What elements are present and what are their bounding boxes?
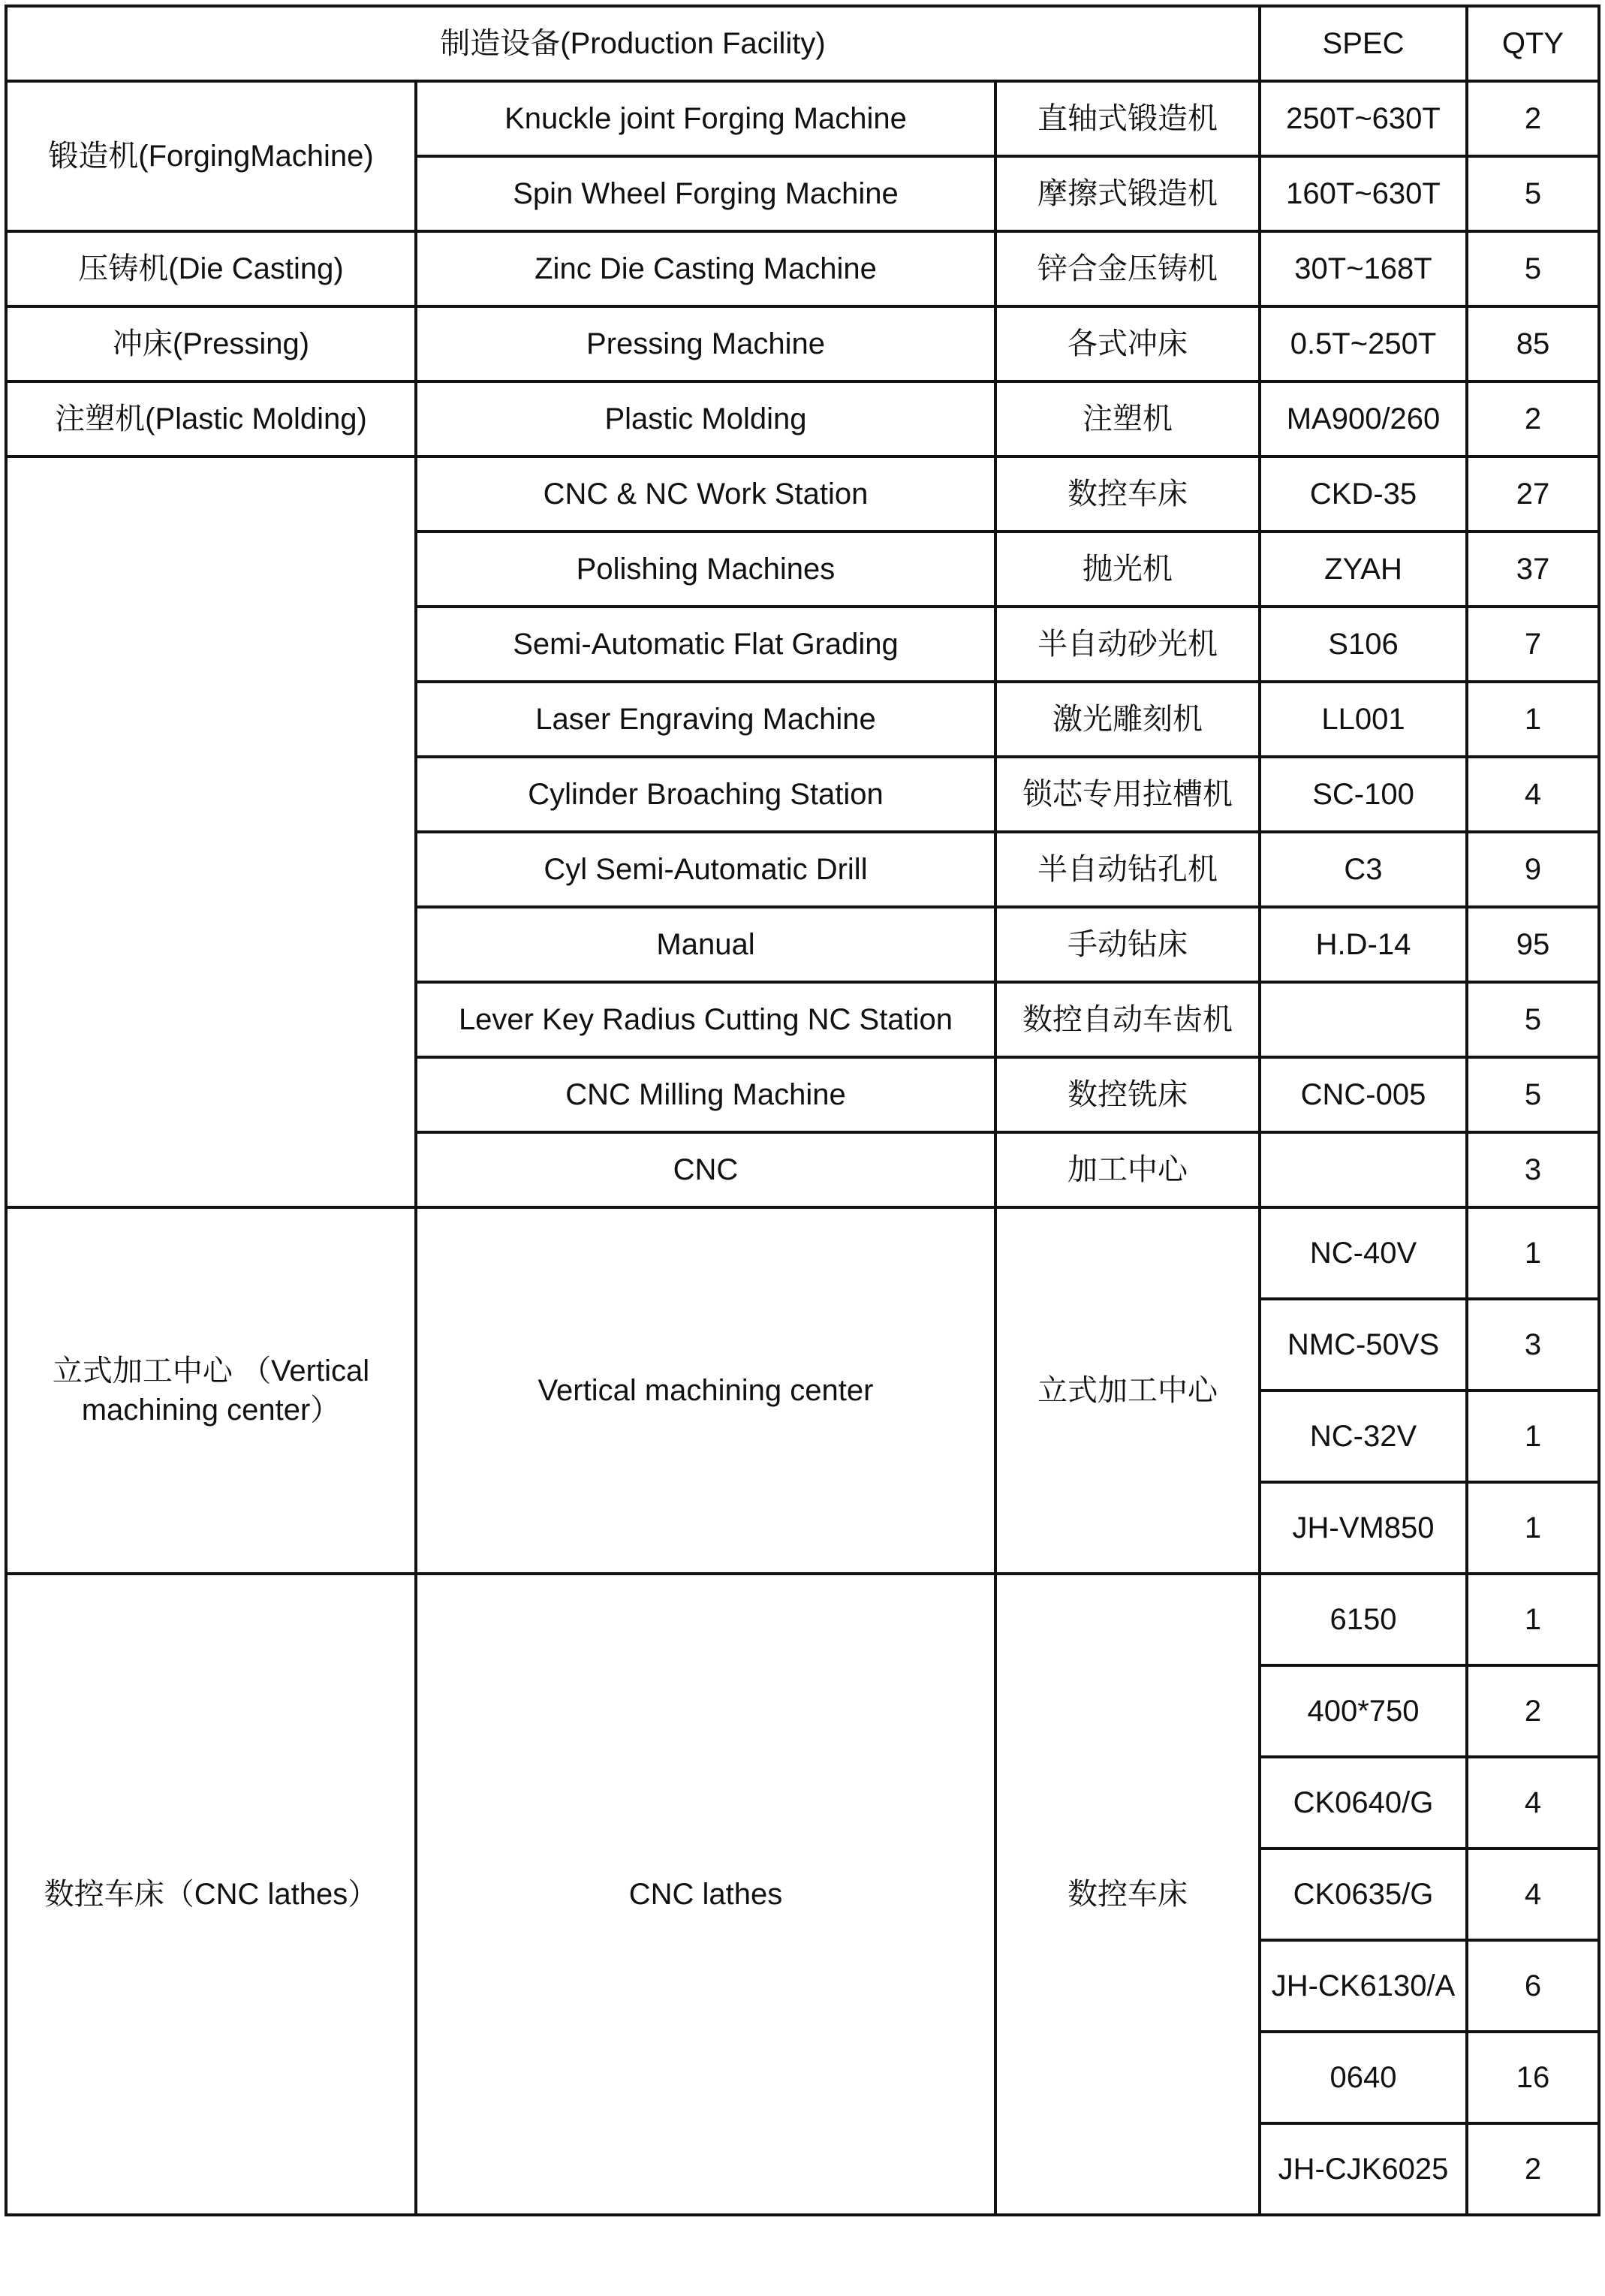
spec-cell: 30T~168T — [1260, 231, 1467, 306]
qty-cell: 2 — [1467, 81, 1599, 156]
qty-cell: 1 — [1467, 682, 1599, 757]
equipment-cn: 抛光机 — [995, 532, 1260, 607]
spec-cell — [1260, 982, 1467, 1057]
equipment-cn: 加工中心 — [995, 1132, 1260, 1207]
spec-cell: C3 — [1260, 832, 1467, 907]
qty-cell: 95 — [1467, 907, 1599, 982]
table-row — [6, 81, 1599, 156]
equipment-en: Spin Wheel Forging Machine — [416, 156, 995, 231]
table-title: 制造设备(Production Facility) — [6, 6, 1260, 81]
spec-cell: S106 — [1260, 607, 1467, 682]
spec-cell: CNC-005 — [1260, 1057, 1467, 1132]
table-row — [6, 231, 1599, 306]
spec-cell: 400*750 — [1260, 1665, 1467, 1757]
qty-cell: 7 — [1467, 607, 1599, 682]
spec-cell: 6150 — [1260, 1574, 1467, 1665]
qty-cell: 3 — [1467, 1132, 1599, 1207]
category-cell: 冲床(Pressing) — [6, 306, 416, 381]
table-row — [6, 1574, 1599, 1665]
equipment-en: Laser Engraving Machine — [416, 682, 995, 757]
equipment-cn: 激光雕刻机 — [995, 682, 1260, 757]
spec-cell: 160T~630T — [1260, 156, 1467, 231]
qty-cell: 2 — [1467, 2123, 1599, 2215]
category-cell: 压铸机(Die Casting) — [6, 231, 416, 306]
spec-cell: 0640 — [1260, 2032, 1467, 2123]
equipment-cn: 各式冲床 — [995, 306, 1260, 381]
spec-cell: JH-CK6130/A — [1260, 1940, 1467, 2032]
spec-cell: CK0640/G — [1260, 1757, 1467, 1849]
qty-cell: 85 — [1467, 306, 1599, 381]
table-row — [6, 456, 1599, 532]
category-cell-empty — [6, 456, 416, 1207]
equipment-en: Pressing Machine — [416, 306, 995, 381]
qty-cell: 5 — [1467, 1057, 1599, 1132]
spec-cell: CKD-35 — [1260, 456, 1467, 532]
spec-header: SPEC — [1260, 6, 1467, 81]
qty-cell: 4 — [1467, 1849, 1599, 1940]
spec-cell: JH-CJK6025 — [1260, 2123, 1467, 2215]
table-row — [6, 306, 1599, 381]
spec-cell: NMC-50VS — [1260, 1299, 1467, 1391]
equipment-en: Cylinder Broaching Station — [416, 757, 995, 832]
category-cell: 锻造机(ForgingMachine) — [6, 81, 416, 231]
equipment-cn: 数控铣床 — [995, 1057, 1260, 1132]
equipment-en: Semi-Automatic Flat Grading — [416, 607, 995, 682]
equipment-en: CNC Milling Machine — [416, 1057, 995, 1132]
equipment-en: Plastic Molding — [416, 381, 995, 456]
spec-cell: NC-40V — [1260, 1207, 1467, 1299]
equipment-en: CNC lathes — [416, 1574, 995, 2215]
table-row — [6, 381, 1599, 456]
qty-cell: 1 — [1467, 1482, 1599, 1574]
qty-header: QTY — [1467, 6, 1599, 81]
spec-cell: 250T~630T — [1260, 81, 1467, 156]
qty-cell: 4 — [1467, 757, 1599, 832]
qty-cell: 37 — [1467, 532, 1599, 607]
qty-cell: 2 — [1467, 381, 1599, 456]
table-row — [6, 1207, 1599, 1299]
qty-cell: 9 — [1467, 832, 1599, 907]
equipment-cn: 注塑机 — [995, 381, 1260, 456]
spec-cell — [1260, 1132, 1467, 1207]
equipment-cn: 立式加工中心 — [995, 1207, 1260, 1574]
equipment-cn: 摩擦式锻造机 — [995, 156, 1260, 231]
qty-cell: 16 — [1467, 2032, 1599, 2123]
equipment-en: Cyl Semi-Automatic Drill — [416, 832, 995, 907]
qty-cell: 3 — [1467, 1299, 1599, 1391]
spec-cell: JH-VM850 — [1260, 1482, 1467, 1574]
spec-cell: ZYAH — [1260, 532, 1467, 607]
qty-cell: 1 — [1467, 1574, 1599, 1665]
qty-cell: 1 — [1467, 1391, 1599, 1482]
equipment-cn: 数控车床 — [995, 1574, 1260, 2215]
qty-cell: 6 — [1467, 1940, 1599, 2032]
equipment-en: Knuckle joint Forging Machine — [416, 81, 995, 156]
header-row — [6, 6, 1599, 81]
spec-cell: MA900/260 — [1260, 381, 1467, 456]
category-cell: 数控车床（CNC lathes） — [6, 1574, 416, 2215]
production-facility-table — [5, 5, 1600, 2216]
equipment-en: CNC — [416, 1132, 995, 1207]
qty-cell: 27 — [1467, 456, 1599, 532]
qty-cell: 1 — [1467, 1207, 1599, 1299]
spec-cell: NC-32V — [1260, 1391, 1467, 1482]
equipment-cn: 半自动砂光机 — [995, 607, 1260, 682]
qty-cell: 5 — [1467, 231, 1599, 306]
equipment-en: Manual — [416, 907, 995, 982]
category-cell: 立式加工中心 （Vertical machining center） — [6, 1207, 416, 1574]
equipment-cn: 半自动钻孔机 — [995, 832, 1260, 907]
qty-cell: 5 — [1467, 156, 1599, 231]
equipment-cn: 直轴式锻造机 — [995, 81, 1260, 156]
spec-cell: 0.5T~250T — [1260, 306, 1467, 381]
spec-cell: CK0635/G — [1260, 1849, 1467, 1940]
equipment-cn: 数控自动车齿机 — [995, 982, 1260, 1057]
equipment-en: Polishing Machines — [416, 532, 995, 607]
spec-cell: H.D-14 — [1260, 907, 1467, 982]
equipment-cn: 锁芯专用拉槽机 — [995, 757, 1260, 832]
qty-cell: 2 — [1467, 1665, 1599, 1757]
qty-cell: 4 — [1467, 1757, 1599, 1849]
equipment-en: Lever Key Radius Cutting NC Station — [416, 982, 995, 1057]
qty-cell: 5 — [1467, 982, 1599, 1057]
spec-cell: LL001 — [1260, 682, 1467, 757]
equipment-cn: 手动钻床 — [995, 907, 1260, 982]
category-cell: 注塑机(Plastic Molding) — [6, 381, 416, 456]
equipment-en: Vertical machining center — [416, 1207, 995, 1574]
spec-cell: SC-100 — [1260, 757, 1467, 832]
equipment-en: Zinc Die Casting Machine — [416, 231, 995, 306]
equipment-cn: 数控车床 — [995, 456, 1260, 532]
equipment-cn: 锌合金压铸机 — [995, 231, 1260, 306]
equipment-en: CNC & NC Work Station — [416, 456, 995, 532]
